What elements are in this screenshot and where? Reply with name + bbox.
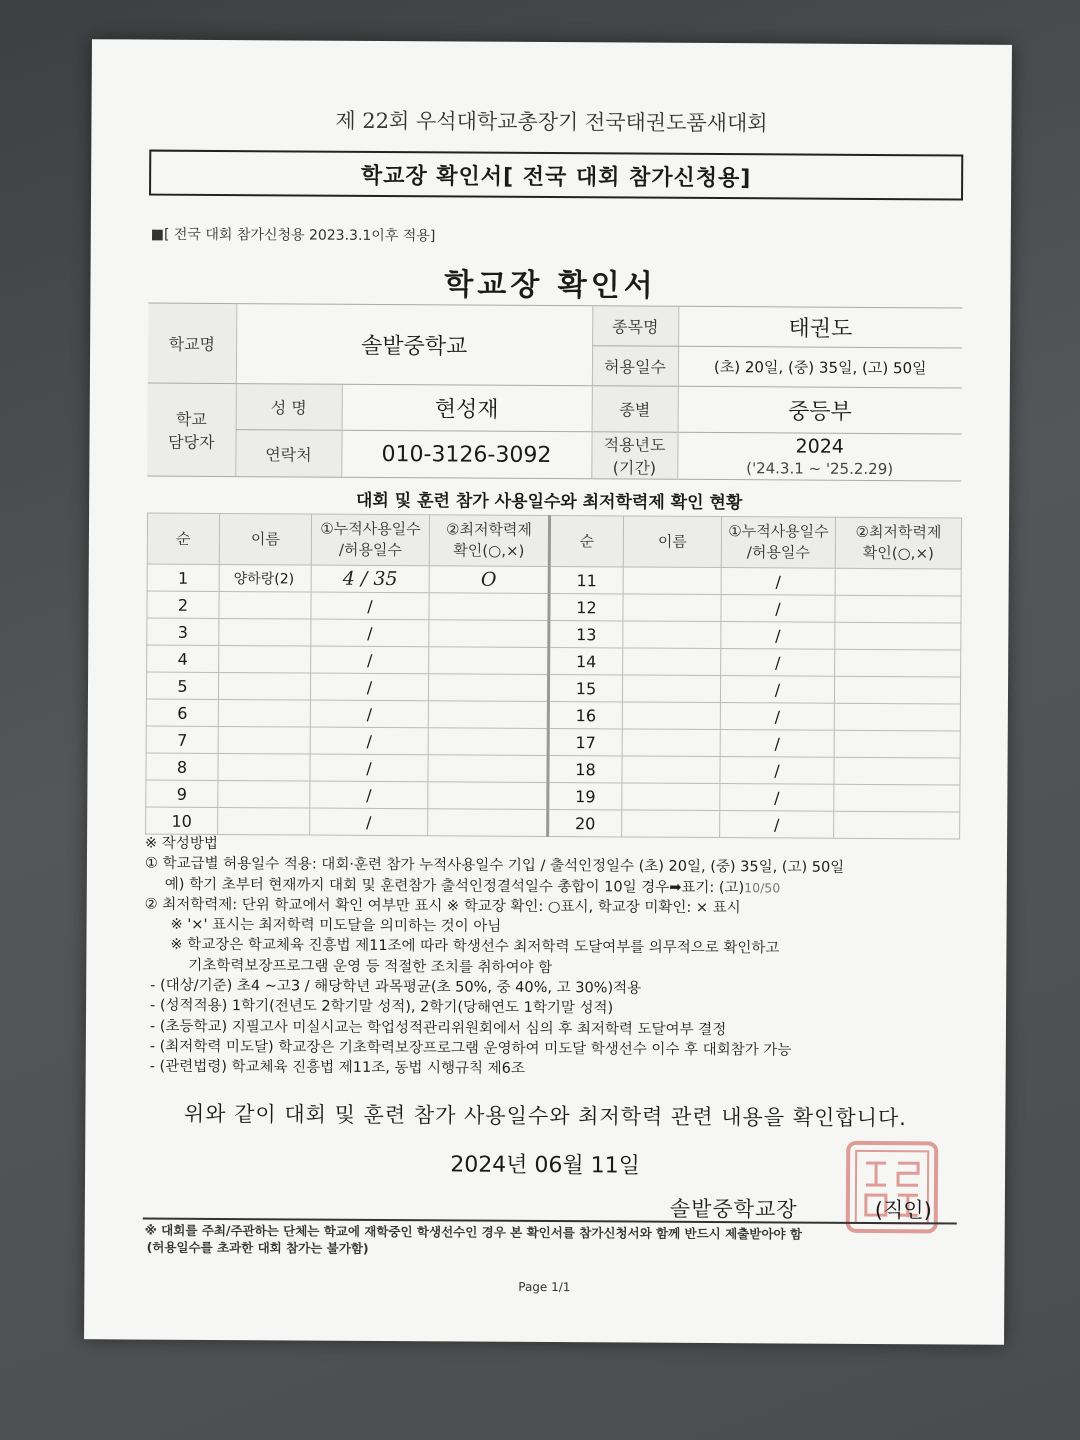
seal-label: (직인) <box>874 1198 932 1223</box>
minimum-check-cell <box>429 620 549 648</box>
row-number: 15 <box>548 675 622 702</box>
info-table <box>147 303 962 482</box>
category-value: 중등부 <box>678 386 962 434</box>
header-name-right: 이름 <box>623 516 721 568</box>
used-days-cell: / <box>721 568 835 596</box>
year-label-line2: (기간) <box>612 458 657 478</box>
school-label: 학교명 <box>148 303 236 384</box>
athlete-name-cell <box>623 594 721 622</box>
row-number: 6 <box>146 699 218 726</box>
category-label: 종별 <box>592 386 678 433</box>
athlete-name-cell <box>622 810 720 838</box>
row-number: 19 <box>548 783 622 810</box>
header-days-right <box>721 517 835 569</box>
minimum-check-cell <box>428 809 548 837</box>
used-days-cell: / <box>311 592 429 620</box>
athlete-name-cell <box>623 648 721 676</box>
allowed-days-value: (초) 20일, (중) 35일, (고) 50일 <box>678 346 962 388</box>
minimum-check-cell <box>428 674 548 702</box>
minimum-check-cell <box>428 782 548 810</box>
row-number: 3 <box>147 618 219 645</box>
document-page <box>84 39 1012 1345</box>
header-days-line1: ①누적사용일수 <box>320 519 421 539</box>
athlete-name-cell <box>219 591 311 619</box>
usage-table <box>145 513 962 840</box>
athlete-name-cell <box>622 756 720 784</box>
used-days-cell: / <box>310 781 428 809</box>
used-days-cell: / <box>721 649 835 677</box>
instruction-line: - (최저학력 미도달) 학교장은 기초학력보장프로그램 운영하여 미도달 학생선수 이수 후 대회참가 가능 <box>149 1038 792 1059</box>
used-days-cell: / <box>310 754 428 782</box>
header-no-right: 순 <box>549 516 623 567</box>
footer-note <box>145 1222 975 1261</box>
year-label <box>591 432 677 480</box>
minimum-check-cell <box>834 784 960 812</box>
footer-note-line2: (허용일수를 초과한 대회 참가는 불가함) <box>146 1239 369 1256</box>
header-minimum-right <box>835 517 961 569</box>
header-minimum-line1: ②최저학력제 <box>855 522 942 542</box>
row-number: 8 <box>146 753 218 780</box>
header-days-left <box>311 514 429 566</box>
instruction-text: 예) 학기 초부터 현재까지 대회 및 훈련참가 출석인정결석일수 총합이 10일 경우➡표기: (고) <box>164 876 745 896</box>
header-name-left: 이름 <box>219 513 311 565</box>
instruction-line: ※ '×' 표시는 최저학력 미도달을 의미하는 것이 아님 <box>170 916 502 935</box>
minimum-check-cell <box>835 568 961 596</box>
row-number: 20 <box>548 810 622 837</box>
minimum-check-cell <box>428 701 548 729</box>
minimum-check-cell <box>428 755 548 783</box>
minimum-check-cell <box>835 595 961 623</box>
used-days-cell: / <box>720 757 834 785</box>
used-days-cell: 4 / 35 <box>311 565 429 593</box>
athlete-name-cell <box>622 783 720 811</box>
manager-label-line1: 학교 <box>175 409 207 429</box>
minimum-check-cell <box>428 728 548 756</box>
page-number: Page 1/1 <box>518 1279 571 1295</box>
allowed-days-label: 허용일수 <box>592 346 678 387</box>
athlete-name-cell <box>218 753 310 781</box>
athlete-name-cell <box>622 702 720 730</box>
instruction-line: - (성적적용) 1학기(전년도 2학기말 성적), 2학기(당해연도 1학기말 성적) <box>150 997 614 1017</box>
minimum-check-cell <box>429 593 549 621</box>
manager-label-line2: 담당자 <box>168 432 215 452</box>
used-days-cell: / <box>310 700 428 728</box>
row-number: 2 <box>147 591 219 618</box>
main-title: 학교장 확인서 <box>444 267 657 304</box>
minimum-check-cell <box>834 676 960 704</box>
minimum-check-cell: O <box>429 566 549 594</box>
header-no-left: 순 <box>147 513 219 564</box>
used-days-cell: / <box>720 676 834 704</box>
instruction-example: 10/50 <box>744 879 781 896</box>
contact-label: 연락처 <box>235 430 341 478</box>
athlete-name-cell <box>623 621 721 649</box>
athlete-name-cell <box>219 618 311 646</box>
athlete-name-cell <box>622 729 720 757</box>
row-number: 4 <box>147 645 219 672</box>
athlete-name-cell <box>623 567 721 595</box>
minimum-check-cell <box>834 811 960 839</box>
school-value: 솔밭중학교 <box>236 304 592 386</box>
athlete-name-cell <box>218 780 310 808</box>
header-minimum-line1: ②최저학력제 <box>445 520 532 539</box>
athlete-name-cell <box>218 699 310 727</box>
applied-note: ■[ 전국 대회 참가신청용 2023.3.1이후 적용] <box>150 226 436 245</box>
used-days-cell: / <box>721 622 835 650</box>
sport-value: 태권도 <box>678 306 962 348</box>
athlete-name-cell <box>218 807 310 835</box>
athlete-name-cell <box>218 726 310 754</box>
instructions <box>144 834 975 1083</box>
contact-value: 010-3126-3092 <box>341 430 591 479</box>
athlete-name-cell <box>219 645 311 673</box>
event-title: 제 22회 우석대학교총장기 전국태권도품새대회 <box>335 108 768 136</box>
used-days-cell: / <box>311 619 429 647</box>
minimum-check-cell <box>835 622 961 650</box>
sport-label: 종목명 <box>592 306 678 347</box>
instruction-line: - (관련법령) 학교체육 진흥법 제11조, 동법 시행규칙 제6조 <box>149 1058 525 1078</box>
used-days-cell: / <box>720 730 834 758</box>
instruction-line: 기초학력보장프로그램 운영 등 적절한 조치를 취하여야 함 <box>188 957 553 976</box>
athlete-name-cell <box>622 675 720 703</box>
row-number: 9 <box>146 780 218 807</box>
used-days-cell: / <box>310 727 428 755</box>
used-days-cell: / <box>720 784 834 812</box>
row-number: 11 <box>549 567 623 594</box>
athlete-name-cell: 양하랑(2) <box>219 564 311 592</box>
instructions-heading: ※ 작성방법 <box>145 835 218 852</box>
header-minimum-line2: 확인(○,×) <box>862 543 934 563</box>
issue-date: 2024년 06월 11일 <box>450 1152 641 1179</box>
name-value: 현성재 <box>342 384 592 432</box>
minimum-check-cell <box>429 647 549 675</box>
minimum-check-cell <box>834 703 960 731</box>
header-days-line2: /허용일수 <box>338 540 402 560</box>
row-number: 14 <box>549 648 623 675</box>
year-value-cell <box>677 432 961 481</box>
row-number: 10 <box>146 807 218 834</box>
header-minimum-left <box>429 515 549 567</box>
used-days-cell: / <box>311 646 429 674</box>
used-days-cell: / <box>721 595 835 623</box>
footer-note-line1: ※ 대회를 주최/주관하는 단체는 학교에 재학중인 학생선수인 경우 본 확인서를 참가신청서와 함께 반드시 제출받아야 함 <box>144 1222 802 1242</box>
principal-name: 솔밭중학교장 <box>669 1196 798 1222</box>
year-value: 2024 <box>795 435 845 458</box>
row-number: 18 <box>548 756 622 783</box>
row-number: 12 <box>549 594 623 621</box>
header-days-line2: /허용일수 <box>746 543 810 562</box>
row-number: 13 <box>549 621 623 648</box>
row-number: 17 <box>548 729 622 756</box>
minimum-check-cell <box>834 757 960 785</box>
minimum-check-cell <box>834 730 960 758</box>
header-minimum-line2: 확인(○,×) <box>453 541 525 560</box>
used-days-cell: / <box>310 673 428 701</box>
used-days-cell: / <box>720 703 834 731</box>
row-number: 16 <box>548 702 622 729</box>
form-title-box: 학교장 확인서[ 전국 대회 참가신청용] <box>149 150 963 201</box>
used-days-cell: / <box>310 808 428 836</box>
instruction-line: ① 학교급별 허용일수 적용: 대회·훈련 참가 누적사용일수 기입 / 출석인정일수 (초) 20일, (중) 35일, (고) 50일 <box>144 855 845 877</box>
athlete-name-cell <box>218 672 310 700</box>
instruction-line: ※ 학교장은 학교체육 진흥법 제11조에 따라 학생선수 최저학력 도달여부를 의무적으로 확인하고 <box>170 937 780 957</box>
row-number: 7 <box>146 726 218 753</box>
used-days-cell: / <box>720 811 834 839</box>
instruction-line: - (초등학교) 지필고사 미실시교는 학업성적관리위원회에서 심의 후 최저학력 도달여부 결정 <box>149 1018 727 1038</box>
name-label: 성 명 <box>236 384 342 431</box>
instruction-line: - (대상/기준) 초4 ~고3 / 해당학년 과목평균(초 50%, 중 40%, 고 30%)적용 <box>150 977 642 997</box>
section-title: 대회 및 훈련 참가 사용일수와 최저학력제 확인 현황 <box>355 490 743 514</box>
row-number: 5 <box>146 672 218 699</box>
manager-label <box>147 383 236 477</box>
confirmation-statement: 위와 같이 대회 및 훈련 참가 사용일수와 최저학력 관련 내용을 확인합니다. <box>183 1101 907 1131</box>
year-period: ('24.3.1 ~ '25.2.29) <box>746 459 894 479</box>
row-number: 1 <box>147 564 219 591</box>
year-label-line1: 적용년도 <box>603 435 666 455</box>
instruction-line: ② 최저학력제: 단위 학교에서 확인 여부만 표시 ※ 학교장 확인: ○표시, 학교장 미확인: × 표시 <box>144 896 741 917</box>
header-days-line1: ①누적사용일수 <box>728 522 829 541</box>
minimum-check-cell <box>835 649 961 677</box>
